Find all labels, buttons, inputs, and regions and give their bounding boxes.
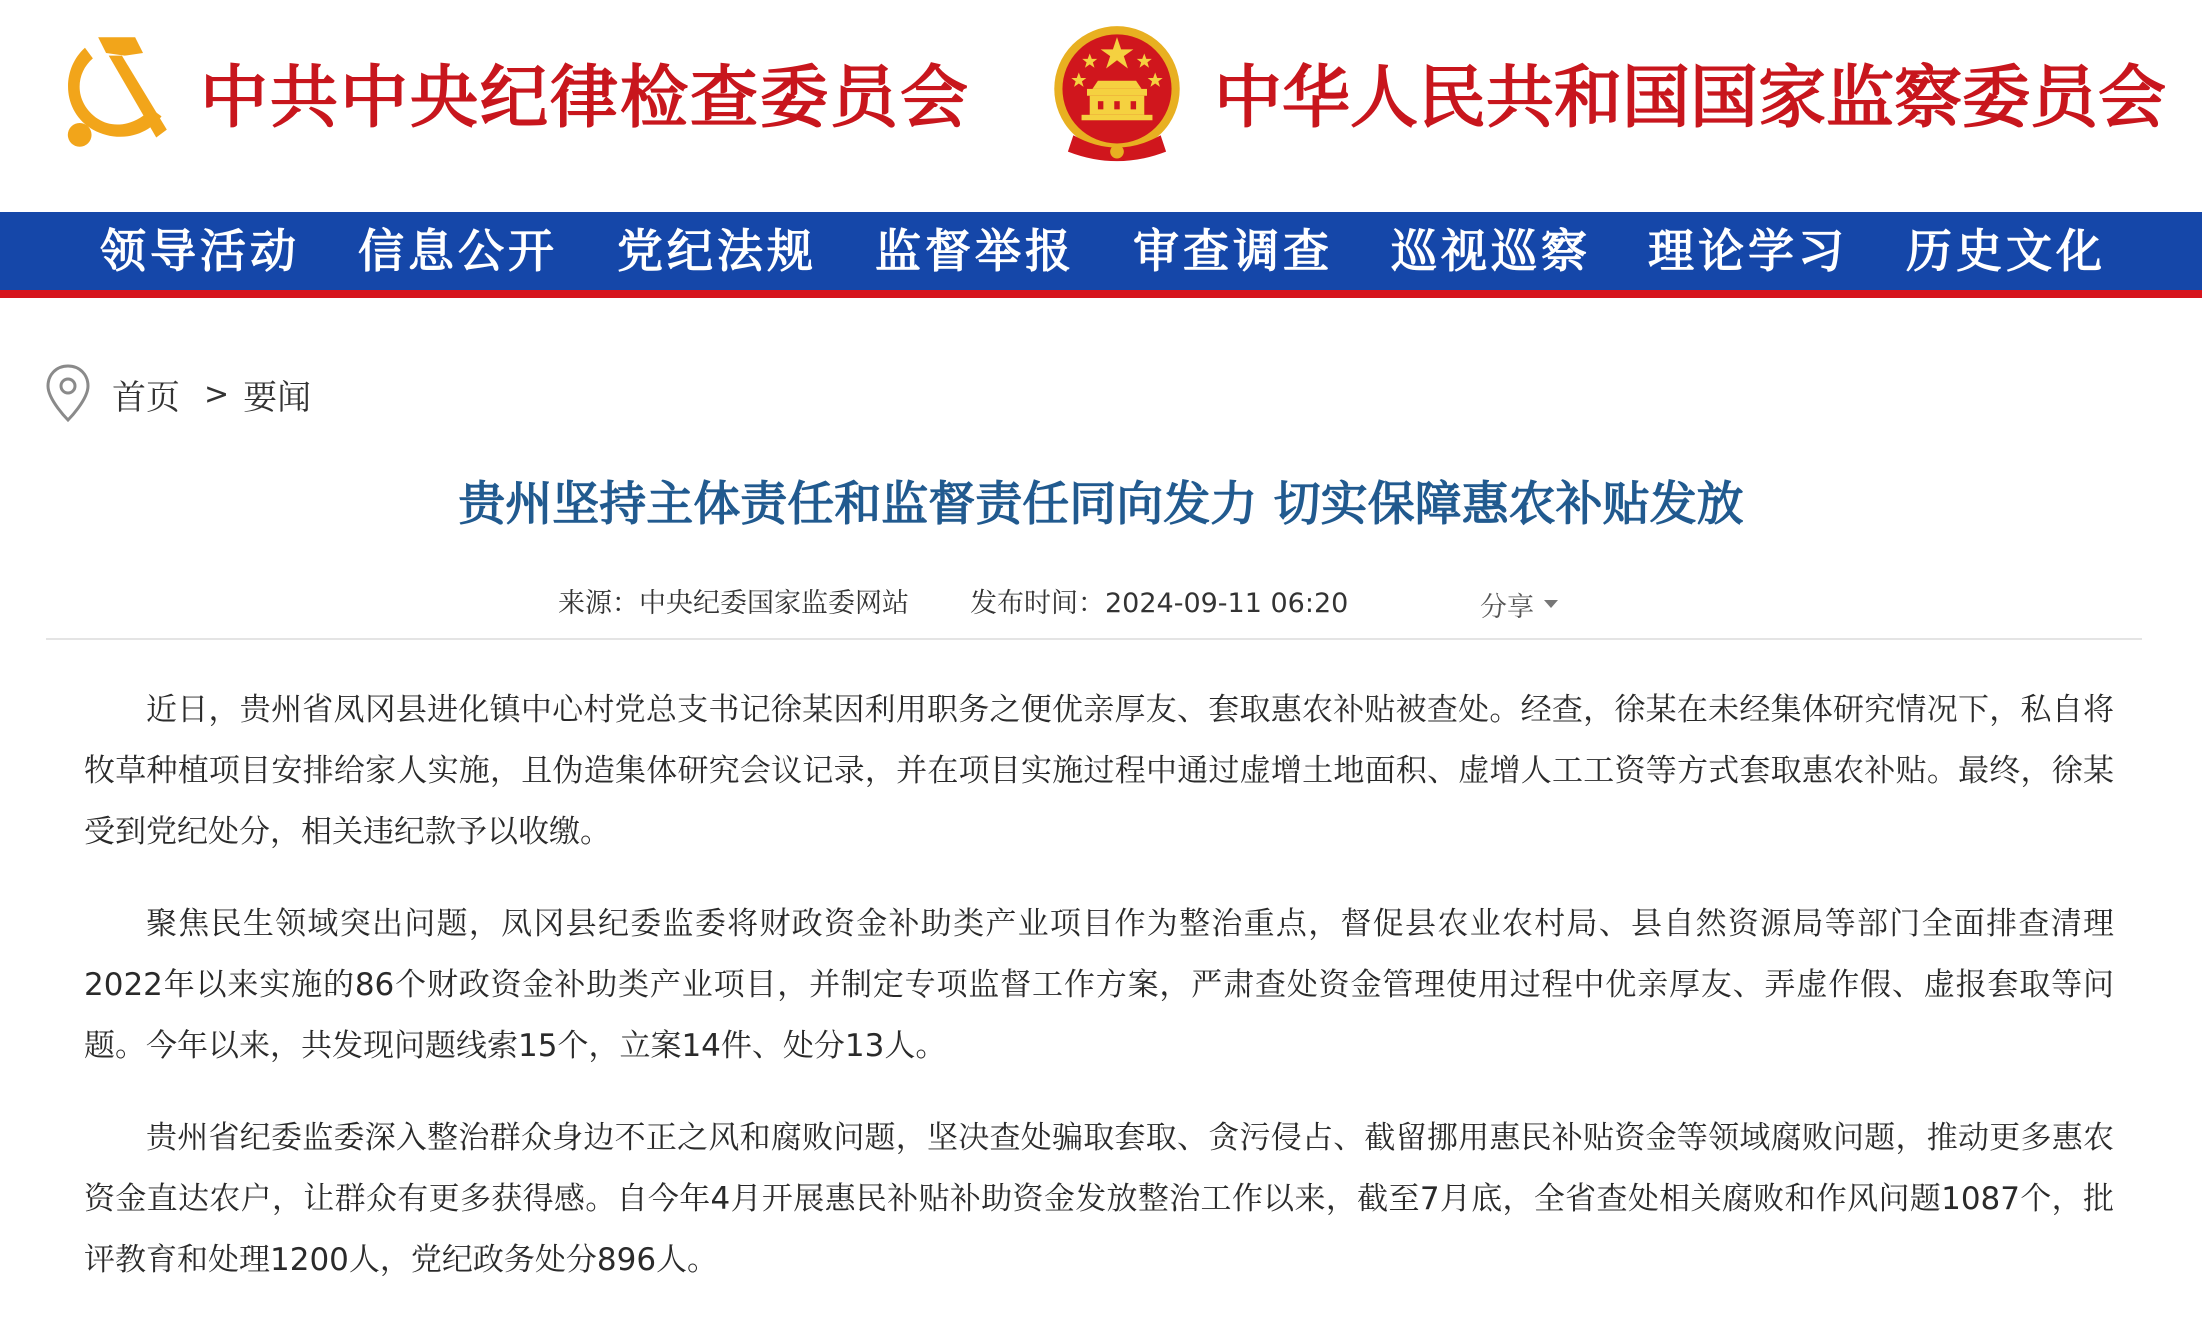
article-paragraph: 聚焦民生领域突出问题，凤冈县纪委监委将财政资金补助类产业项目作为整治重点，督促县农业农村局、县自然资源局等部门全面排查清理2022年以来实施的86个财政资金补助类产业项目，并制定专项监督工作方案，严肃查处资金管理使用过程中优亲厚友、弄虚作假、虚报套取等问题。今年以来，共发现问题线索15个，立案14件、处分13人。 <box>84 906 2114 1064</box>
article-paragraph: 近日，贵州省凤冈县进化镇中心村党总支书记徐某因利用职务之便优亲厚友、套取惠农补贴被查处。经查，徐某在未经集体研究情况下，私自将牧草种植项目安排给家人实施，且伪造集体研究会议记录，并在项目实施过程中通过虚增土地面积、虚增人工工资等方式套取惠农补贴。最终，徐某受到党纪处分，相关违纪款予以收缴。 <box>84 692 2114 850</box>
nav-item-investigation[interactable]: 审查调查 <box>1133 224 1333 278</box>
share-button[interactable] <box>1480 586 1560 622</box>
party-emblem-icon <box>48 24 180 156</box>
article-time <box>970 586 1348 622</box>
main-nav <box>0 212 2202 298</box>
nsc-title: 中华人民共和国国家监察委员会 <box>1214 58 2167 138</box>
nav-item-supervision[interactable]: 监督举报 <box>875 224 1075 278</box>
nav-item-regulations[interactable]: 党纪法规 <box>617 224 817 278</box>
nav-item-disclosure[interactable]: 信息公开 <box>358 224 558 278</box>
caret-down-icon <box>1542 598 1560 610</box>
share-label: 分享 <box>1480 591 1534 623</box>
breadcrumb-separator: > <box>204 376 230 412</box>
nav-item-inspection[interactable]: 巡视巡察 <box>1391 224 1591 278</box>
article-paragraph: 贵州省纪委监委深入整治群众身边不正之风和腐败问题，坚决查处骗取套取、贪污侵占、截留挪用惠民补贴资金等领域腐败问题，推动更多惠农资金直达农户，让群众有更多获得感。自今年4月开展惠民补贴补助资金发放整治工作以来，截至7月底，全省查处相关腐败和作风问题1087个，批评教育和处理1200人，党纪政务处分896人。 <box>84 1120 2114 1278</box>
site-header <box>0 0 2202 212</box>
article-source <box>558 586 909 622</box>
breadcrumb-current[interactable]: 要闻 <box>243 377 312 418</box>
cpc-ccdi-title: 中共中央纪律检查委员会 <box>200 58 971 138</box>
source-label: 来源： <box>558 588 639 619</box>
location-pin-icon <box>44 362 92 426</box>
meta-divider <box>46 638 2142 640</box>
breadcrumb-home[interactable]: 首页 <box>112 377 180 418</box>
breadcrumb <box>44 362 311 426</box>
nav-item-theory[interactable]: 理论学习 <box>1648 224 1848 278</box>
nav-item-history[interactable]: 历史文化 <box>1906 224 2106 278</box>
time-label: 发布时间： <box>970 588 1105 619</box>
source-value: 中央纪委国家监委网站 <box>639 588 909 619</box>
article-title: 贵州坚持主体责任和监督责任同向发力 切实保障惠农补贴发放 <box>458 477 1744 532</box>
time-value: 2024-09-11 06:20 <box>1105 588 1349 619</box>
national-emblem-icon <box>1048 18 1186 168</box>
nav-item-leadership[interactable]: 领导活动 <box>100 224 300 278</box>
